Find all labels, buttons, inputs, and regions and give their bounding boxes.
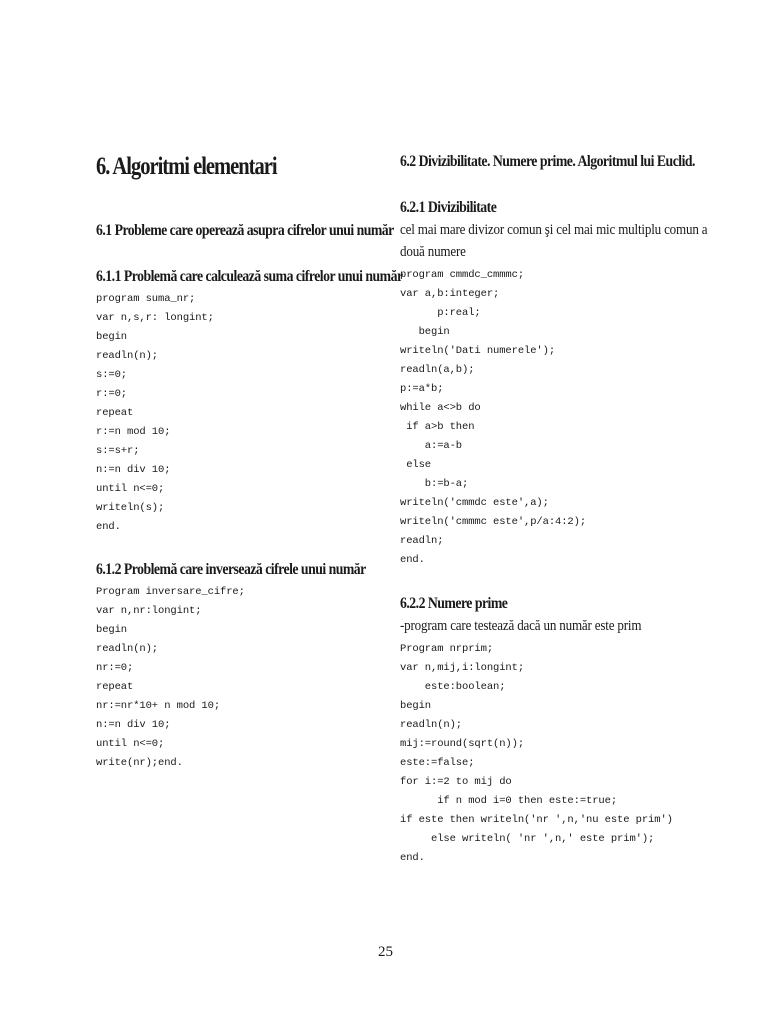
code-line: else writeln( 'nr ',n,' este prim'); [400, 833, 655, 845]
page-number: 25 [378, 944, 393, 960]
section-heading-6-1-1: 6.1.1 Problemă care calculează suma cifrelor unui număr [96, 268, 403, 285]
code-line: readln(n); [96, 350, 159, 362]
code-line: for i:=2 to mij do [400, 776, 512, 788]
code-line: nr:=nr*10+ n mod 10; [96, 700, 221, 712]
code-line: p:real; [400, 307, 481, 319]
code-line: end. [96, 521, 121, 533]
code-line: begin [400, 326, 450, 338]
section-heading-6-1: 6.1 Probleme care operează asupra cifrelor unui număr [96, 222, 394, 239]
code-line: Program nrprim; [400, 643, 494, 655]
code-line: until n<=0; [96, 483, 165, 495]
code-line: if n mod i=0 then este:=true; [400, 795, 618, 807]
code-line: if este then writeln('nr ',n,'nu este prim') [400, 814, 673, 826]
code-line: var n,mij,i:longint; [400, 662, 525, 674]
code-line: Program inversare_cifre; [96, 586, 245, 598]
section-heading-6-2: 6.2 Divizibilitate. Numere prime. Algoritmul lui Euclid. [400, 153, 695, 170]
code-block-suma-nr [96, 290, 214, 537]
code-line: writeln('cmmmc este',p/a:4:2); [400, 516, 587, 528]
code-line: nr:=0; [96, 662, 134, 674]
code-line: s:=0; [96, 369, 128, 381]
code-line: begin [96, 331, 128, 343]
code-block-nrprim [400, 640, 673, 868]
code-line: r:=0; [96, 388, 128, 400]
code-line: n:=n div 10; [96, 719, 171, 731]
code-line: repeat [96, 681, 134, 693]
code-line: begin [96, 624, 128, 636]
code-line: n:=n div 10; [96, 464, 171, 476]
code-line: while a<>b do [400, 402, 481, 414]
code-block-cmmdc-cmmmc [400, 266, 586, 570]
code-line: writeln(s); [96, 502, 165, 514]
chapter-title: 6. Algoritmi elementari [96, 153, 277, 180]
code-line: write(nr);end. [96, 757, 183, 769]
code-line: writeln('cmmdc este',a); [400, 497, 549, 509]
code-line: p:=a*b; [400, 383, 444, 395]
code-line: else [400, 459, 432, 471]
code-line: readln(n); [96, 643, 159, 655]
code-line: repeat [96, 407, 134, 419]
code-line: program cmmdc_cmmmc; [400, 269, 525, 281]
description-6-2-1-line2: două numere [400, 244, 466, 260]
code-line: b:=b-a; [400, 478, 469, 490]
code-line: until n<=0; [96, 738, 165, 750]
section-heading-6-2-2: 6.2.2 Numere prime [400, 595, 508, 612]
code-line: a:=a-b [400, 440, 463, 452]
code-line: r:=n mod 10; [96, 426, 171, 438]
code-line: este:=false; [400, 757, 475, 769]
code-line: readln(n); [400, 719, 463, 731]
description-6-2-2: -program care testează dacă un număr este prim [400, 618, 642, 634]
code-line: begin [400, 700, 432, 712]
code-line: end. [400, 852, 425, 864]
code-line: s:=s+r; [96, 445, 140, 457]
section-heading-6-1-2: 6.1.2 Problemă care inversează cifrele unui număr [96, 561, 366, 578]
code-line: var n,nr:longint; [96, 605, 202, 617]
code-line: readln(a,b); [400, 364, 475, 376]
code-line: end. [400, 554, 425, 566]
code-line: var n,s,r: longint; [96, 312, 214, 324]
code-line: program suma_nr; [96, 293, 196, 305]
code-line: readln; [400, 535, 444, 547]
section-heading-6-2-1: 6.2.1 Divizibilitate [400, 199, 497, 216]
description-6-2-1-line1: cel mai mare divizor comun şi cel mai mic multiplu comun a [400, 222, 708, 238]
code-line: if a>b then [400, 421, 475, 433]
code-line: writeln('Dati numerele'); [400, 345, 556, 357]
code-line: este:boolean; [400, 681, 506, 693]
code-line: var a,b:integer; [400, 288, 500, 300]
code-block-inversare-cifre [96, 583, 245, 773]
code-line: mij:=round(sqrt(n)); [400, 738, 525, 750]
